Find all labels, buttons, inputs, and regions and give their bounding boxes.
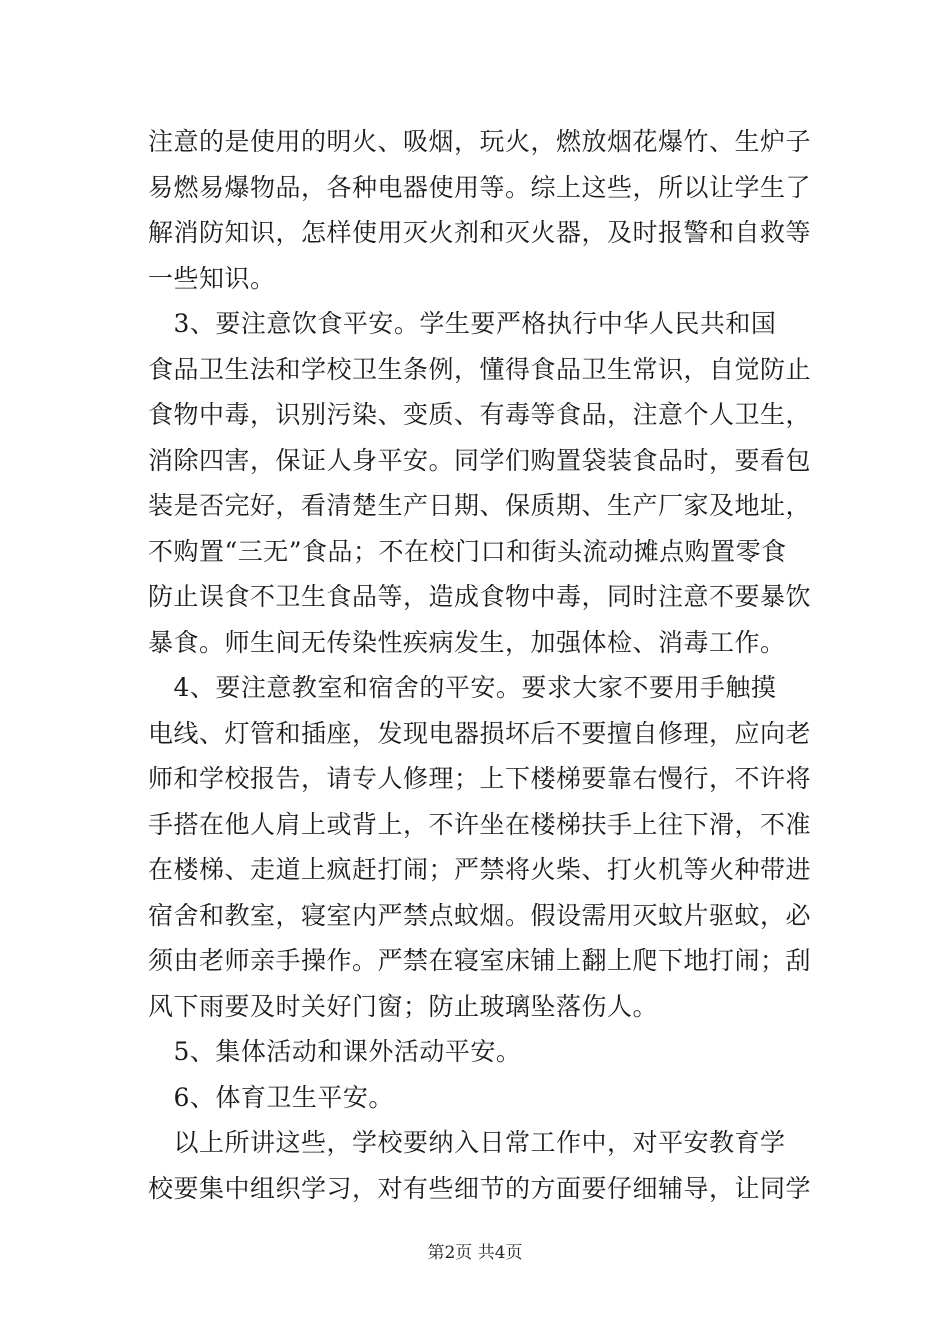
text-line: 4、要注意教室和宿舍的平安。要求大家不要用手触摸 bbox=[148, 673, 777, 702]
text-line: 校要集中组织学习，对有些细节的方面要仔细辅导，让同学 bbox=[148, 1173, 812, 1203]
text-line: 6、体育卫生平安。 bbox=[148, 1082, 394, 1112]
text-line: 装是否完好，看清楚生产日期、保质期、生产厂家及地址， bbox=[148, 491, 812, 520]
text-line: 须由老师亲手操作。严禁在寝室床铺上翻上爬下地打闹；刮 bbox=[148, 946, 812, 975]
text-line: 一些知识。 bbox=[148, 263, 276, 293]
text-line: 易燃易爆物品，各种电器使用等。综上这些，所以让学生了 bbox=[148, 172, 812, 202]
text-line: 风下雨要及时关好门窗；防止玻璃坠落伤人。 bbox=[148, 991, 659, 1021]
text-line: 解消防知识，怎样使用灭火剂和灭火器，及时报警和自救等 bbox=[148, 218, 812, 247]
text-line: 5、集体活动和课外活动平安。 bbox=[148, 1037, 522, 1066]
text-line: 消除四害，保证人身平安。同学们购置袋装食品时，要看包 bbox=[148, 445, 812, 475]
page-footer: 第2页 共4页 bbox=[427, 1243, 523, 1263]
text-line: 食品卫生法和学校卫生条例，懂得食品卫生常识，自觉防止 bbox=[148, 354, 812, 384]
text-line: 防止误食不卫生食品等，造成食物中毒，同时注意不要暴饮 bbox=[148, 582, 812, 611]
document-body bbox=[148, 119, 812, 1211]
text-line: 食物中毒，识别污染、变质、有毒等食品，注意个人卫生， bbox=[148, 400, 812, 429]
text-line: 电线、灯管和插座，发现电器损坏后不要擅自修理，应向老 bbox=[148, 718, 812, 748]
text-line: 师和学校报告，请专人修理；上下楼梯要靠右慢行，不许将 bbox=[148, 764, 812, 793]
text-line: 注意的是使用的明火、吸烟，玩火，燃放烟花爆竹、生炉子 bbox=[148, 127, 812, 156]
text-line: 以上所讲这些，学校要纳入日常工作中，对平安教育学 bbox=[148, 1128, 786, 1157]
text-line: 在楼梯、走道上疯赶打闹；严禁将火柴、打火机等火种带进 bbox=[148, 855, 812, 884]
text-line: 手搭在他人肩上或背上，不许坐在楼梯扶手上往下滑，不准 bbox=[148, 809, 812, 839]
text-line: 暴食。师生间无传染性疾病发生，加强体检、消毒工作。 bbox=[148, 627, 786, 657]
text-line: 宿舍和教室，寝室内严禁点蚊烟。假设需用灭蚊片驱蚊，必 bbox=[148, 900, 812, 930]
text-line: 3、要注意饮食平安。学生要严格执行中华人民共和国 bbox=[148, 309, 777, 338]
text-line: 不购置“三无”食品；不在校门口和街头流动摊点购置零食 bbox=[148, 536, 787, 566]
